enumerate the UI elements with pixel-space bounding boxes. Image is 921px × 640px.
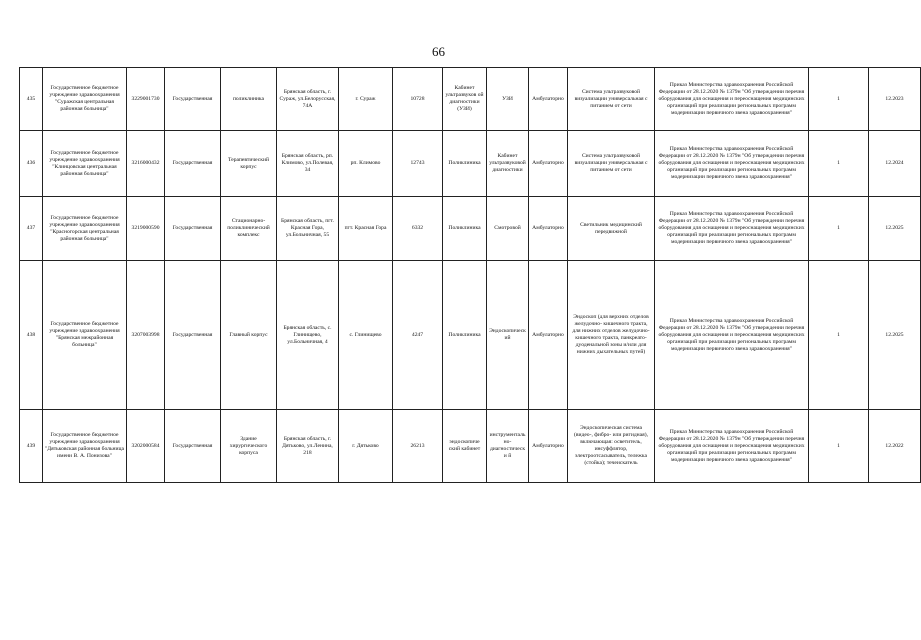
inn: 3219000590 — [127, 197, 165, 261]
unit: Поликлиника — [443, 197, 487, 261]
room: Эндоскопическ ий — [487, 261, 529, 410]
equipment: Эндоскопическая система (видео-, фибро- или ригидная), включающая: осветитель, инсуффлятор, электроотсасыватель, тележка (стойка); течеискатель — [568, 410, 655, 483]
regulatory-order: Приказ Министерства здравоохранения Российской Федерации от 28.12.2020 № 1379н "Об утверждении перечня оборудования для оснащения и переоснащения медицинских организаций при реализации региональных программ модернизации первичного звена здравоохранения" — [655, 68, 809, 131]
building-name: Стационарно-поликлинический комплекс — [221, 197, 277, 261]
ownership-form: Государственная — [165, 197, 221, 261]
care-type: Амбулаторно — [529, 261, 568, 410]
population: 4247 — [393, 261, 443, 410]
address: Брянская область, г. Сураж, ул.Белорусская, 74А — [277, 68, 339, 131]
organization-name: Государственное бюджетное учреждение здравоохранения "Брянская межрайонная больница" — [43, 261, 127, 410]
regulatory-order: Приказ Министерства здравоохранения Российской Федерации от 28.12.2020 № 1379н "Об утверждении перечня оборудования для оснащения и переоснащения медицинских организаций при реализации региональных программ модернизации первичного звена здравоохранения" — [655, 261, 809, 410]
equipment-registry-table — [19, 67, 921, 483]
locality: пгт. Красная Гора — [339, 197, 393, 261]
row-number: 435 — [20, 68, 43, 131]
organization-name: Государственное бюджетное учреждение здравоохранения "Клинцовская центральная районная больница" — [43, 131, 127, 197]
quantity: 1 — [809, 131, 869, 197]
unit: Кабинет ультразвуков ой диагностики (УЗИ) — [443, 68, 487, 131]
population: 12743 — [393, 131, 443, 197]
deadline: 12.2024 — [869, 131, 921, 197]
page-number: 66 — [432, 44, 445, 59]
equipment: Светильник медицинский передвижной — [568, 197, 655, 261]
address: Брянская область, пгт. Красная Гора, ул.Больничная, 55 — [277, 197, 339, 261]
table-row — [20, 261, 921, 410]
care-type: Амбулаторно — [529, 410, 568, 483]
inn: 3229001730 — [127, 68, 165, 131]
address: Брянская область, г. Дятьково, ул.Ленина, 218 — [277, 410, 339, 483]
deadline: 12.2023 — [869, 68, 921, 131]
care-type: Амбулаторно — [529, 131, 568, 197]
room: Кабинет ультразвуковой диагностики — [487, 131, 529, 197]
room: УЗИ — [487, 68, 529, 131]
locality: с. Глинищево — [339, 261, 393, 410]
room: Смотровой — [487, 197, 529, 261]
equipment: Система ультразвуковой визуализации универсальная с питанием от сети — [568, 131, 655, 197]
table-row — [20, 197, 921, 261]
inn: 3202000584 — [127, 410, 165, 483]
equipment: Эндоскоп (для верхних отделов желудочно- кишечного тракта, для нижних отделов желудочно-кишечного тракта, панкреато-дуоденальной зоны и/или для нижних дыхательных путей) — [568, 261, 655, 410]
table-row — [20, 410, 921, 483]
unit: эндоскопиче ский кабинет — [443, 410, 487, 483]
ownership-form: Государственная — [165, 261, 221, 410]
care-type: Амбулаторно — [529, 68, 568, 131]
row-number: 439 — [20, 410, 43, 483]
inn: 3207003998 — [127, 261, 165, 410]
address: Брянская область, рп. Климово, ул.Полевая, 34 — [277, 131, 339, 197]
locality: г. Дятьково — [339, 410, 393, 483]
quantity: 1 — [809, 197, 869, 261]
ownership-form: Государственная — [165, 131, 221, 197]
room: инструментально-диагностически й — [487, 410, 529, 483]
regulatory-order: Приказ Министерства здравоохранения Российской Федерации от 28.12.2020 № 1379н "Об утверждении перечня оборудования для оснащения и переоснащения медицинских организаций при реализации региональных программ модернизации первичного звена здравоохранения" — [655, 410, 809, 483]
quantity: 1 — [809, 410, 869, 483]
quantity: 1 — [809, 68, 869, 131]
population: 10728 — [393, 68, 443, 131]
population: 6332 — [393, 197, 443, 261]
unit: Поликлиника — [443, 261, 487, 410]
building-name: Главный корпус — [221, 261, 277, 410]
row-number: 436 — [20, 131, 43, 197]
deadline: 12.2025 — [869, 261, 921, 410]
unit: Поликлиника — [443, 131, 487, 197]
locality: г. Сураж — [339, 68, 393, 131]
organization-name: Государственное бюджетное учреждение здравоохранения "Красногорская центральная районная больница" — [43, 197, 127, 261]
locality: рп. Климово — [339, 131, 393, 197]
ownership-form: Государственная — [165, 410, 221, 483]
address: Брянская область, с. Глинищево, ул.Больничная, 4 — [277, 261, 339, 410]
regulatory-order: Приказ Министерства здравоохранения Российской Федерации от 28.12.2020 № 1379н "Об утверждении перечня оборудования для оснащения и переоснащения медицинских организаций при реализации региональных программ модернизации первичного звена здравоохранения" — [655, 197, 809, 261]
deadline: 12.2025 — [869, 197, 921, 261]
row-number: 438 — [20, 261, 43, 410]
table-row — [20, 68, 921, 131]
row-number: 437 — [20, 197, 43, 261]
building-name: Здание хирургического корпуса — [221, 410, 277, 483]
care-type: Амбулаторно — [529, 197, 568, 261]
equipment: Система ультразвуковой визуализации универсальная с питанием от сети — [568, 68, 655, 131]
building-name: Терапевтический корпус — [221, 131, 277, 197]
organization-name: Государственное бюджетное учреждение здравоохранения "Дятьковская районная больница имени В. А. Понизова" — [43, 410, 127, 483]
deadline: 12.2022 — [869, 410, 921, 483]
table-row — [20, 131, 921, 197]
ownership-form: Государственная — [165, 68, 221, 131]
quantity: 1 — [809, 261, 869, 410]
population: 26213 — [393, 410, 443, 483]
building-name: поликлиника — [221, 68, 277, 131]
regulatory-order: Приказ Министерства здравоохранения Российской Федерации от 28.12.2020 № 1379н "Об утверждении перечня оборудования для оснащения и переоснащения медицинских организаций при реализации региональных программ модернизации первичного звена здравоохранения" — [655, 131, 809, 197]
inn: 3216000432 — [127, 131, 165, 197]
organization-name: Государственное бюджетное учреждение здравоохранения "Суражская центральная районная больница" — [43, 68, 127, 131]
